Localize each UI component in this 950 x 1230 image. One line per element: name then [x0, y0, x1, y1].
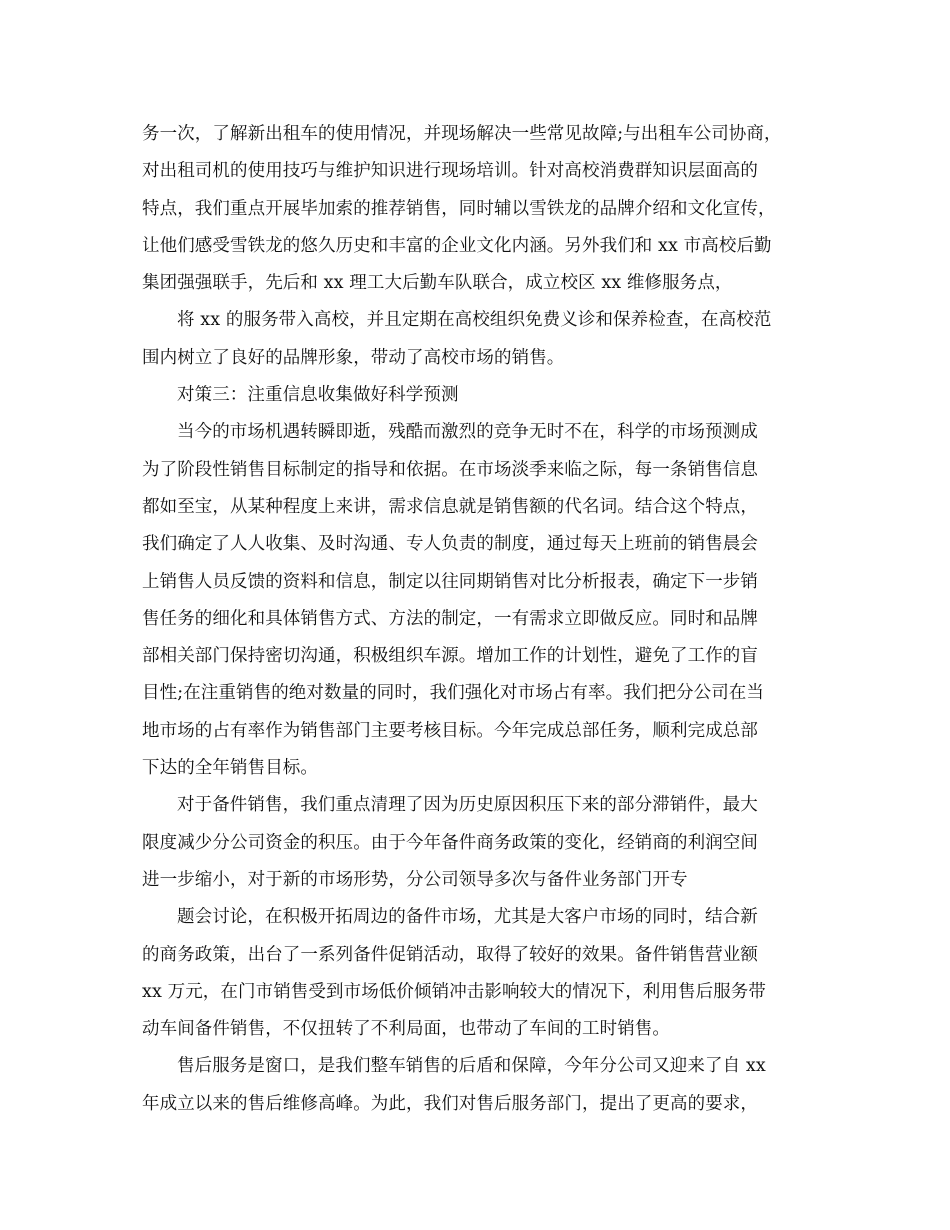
text-line: xx 万元，在门市销售受到市场低价倾销冲击影响较大的情况下，利用售后服务带: [142, 981, 766, 1002]
text-line: 集团强强联手，先后和 xx 理工大后勤车队联合，成立校区 xx 维修服务点，: [142, 273, 733, 294]
text-line: 进一步缩小，对于新的市场形势，分公司领导多次与备件业务部门开专: [142, 869, 688, 890]
text-line: 售任务的细化和具体销售方式、方法的制定，一有需求立即做反应。同时和品牌: [142, 608, 758, 629]
text-line: 务一次，了解新出租车的使用情况，并现场解决一些常见故障;与出租车公司协商，: [142, 124, 782, 144]
text-line: 让他们感受雪铁龙的悠久历史和丰富的企业文化内涵。另外我们和 xx 市高校后勤: [142, 235, 772, 256]
text-line: 部相关部门保持密切沟通，积极组织车源。增加工作的计划性，避免了工作的盲: [142, 646, 758, 667]
text-line: 将 xx 的服务带入高校，并且定期在高校组织免费义诊和保养检查，在高校范: [177, 310, 772, 331]
text-line: 的商务政策，出台了一系列备件促销活动，取得了较好的效果。备件销售营业额: [142, 944, 758, 965]
text-line: 题会讨论，在积极开拓周边的备件市场，尤其是大客户市场的同时，结合新: [177, 907, 758, 928]
text-line: 对策三：注重信息收集做好科学预测: [177, 385, 459, 406]
text-line: 目性;在注重销售的绝对数量的同时，我们强化对市场占有率。我们把分公司在当: [142, 683, 764, 704]
text-line: 年成立以来的售后维修高峰。为此，我们对售后服务部门，提出了更高的要求，: [142, 1093, 758, 1114]
text-line: 上销售人员反馈的资料和信息，制定以往同期销售对比分析报表，确定下一步销: [142, 571, 758, 592]
text-line: 都如至宝，从某种程度上来讲，需求信息就是销售额的代名词。结合这个特点，: [142, 496, 758, 517]
text-line: 特点，我们重点开展毕加索的推荐销售，同时辅以雪铁龙的品牌介绍和文化宣传，: [142, 198, 776, 219]
text-line: 我们确定了人人收集、及时沟通、专人负责的制度，通过每天上班前的销售晨会: [142, 534, 758, 555]
text-line: 为了阶段性销售目标制定的指导和依据。在市场淡季来临之际，每一条销售信息: [142, 459, 758, 480]
text-line: 限度减少分公司资金的积压。由于今年备件商务政策的变化，经销商的利润空间: [142, 832, 758, 853]
document-body: [142, 116, 822, 1123]
text-line: 下达的全年销售目标。: [142, 758, 318, 779]
text-line: 售后服务是窗口，是我们整车销售的后盾和保障，今年分公司又迎来了自 xx: [177, 1056, 766, 1077]
text-line: 围内树立了良好的品牌形象，带动了高校市场的销售。: [142, 347, 565, 368]
text-line: 当今的市场机遇转瞬即逝，残酷而激烈的竞争无时不在，科学的市场预测成: [177, 422, 758, 443]
text-line: 动车间备件销售，不仅扭转了不利局面，也带动了车间的工时销售。: [142, 1019, 670, 1040]
text-line: 对出租司机的使用技巧与维护知识进行现场培训。针对高校消费群知识层面高的: [142, 161, 758, 182]
text-line: 地市场的占有率作为销售部门主要考核目标。今年完成总部任务，顺利完成总部: [142, 720, 758, 741]
text-line: 对于备件销售，我们重点清理了因为历史原因积压下来的部分滞销件，最大: [177, 795, 758, 816]
